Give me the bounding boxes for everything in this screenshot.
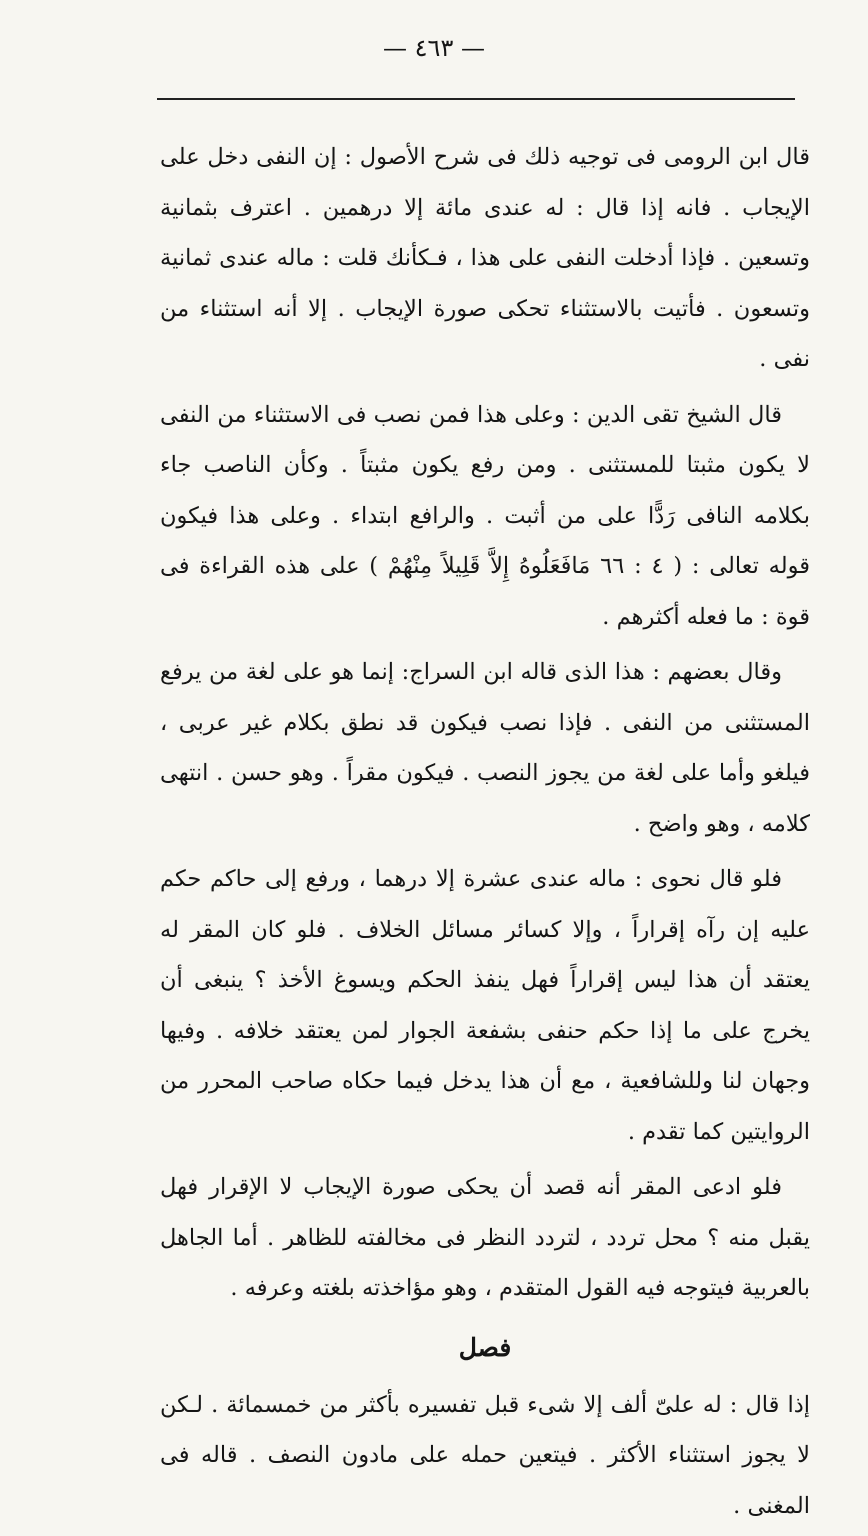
- page-number: — ٤٦٣ —: [383, 34, 485, 62]
- paragraph-taqi-al-din: قال الشيخ تقى الدين : وعلى هذا فمن نصب فى الاستثناء من النفى لا يكون مثبتا للمستثنى . ومن رفع يكون مثبتاً . وكأن الناصب جاء بكلامه النافى رَدًّا على من أثبت . والرافع ابتداء . وعلى هذا فيكون قوله تعالى : ( ٤ : ٦٦ مَافَعَلُوهُ إِلاَّ قَلِيلاً مِنْهُمْ ) على هذه القراءة فى قوة : ما فعله أكثرهم .: [160, 401, 810, 630]
- paragraph-ibn-al-rumi: قال ابن الرومى فى توجيه ذلك فى شرح الأصول : إن النفى دخل على الإيجاب . فانه إذا قال : له عندى مائة إلا درهمين . اعترف بثمانية وتسعين . فإذا أدخلت النفى على هذا ، فـكأنك قلت : ماله عندى ثمانية وتسعون . فأتيت بالاستثناء تحكى صورة الإيجاب . إلا أنه استثناء من نفى .: [160, 144, 810, 372]
- section-heading: فصل: [458, 1332, 512, 1362]
- paragraph-ibn-al-sarraj: وقال بعضهم : هذا الذى قاله ابن السراج: إنما هو على لغة من يرفع المستثنى من النفى . فإذا نصب فيكون قد نطق بكلام غير عربى ، فيلغو وأما على لغة من يجوز النصب . فيكون مقراً . وهو حسن . انتهى كلامه ، وهو واضح .: [160, 659, 810, 837]
- paragraph-section: إذا قال : له علىّ ألف إلا شىء قبل تفسيره بأكثر من خمسمائة . لـكن لا يجوز استثناء الأكثر . فيتعين حمله على مادون النصف . قاله فى المغنى .: [160, 1391, 810, 1519]
- header-rule: [157, 98, 795, 100]
- paragraph-claim: فلو ادعى المقر أنه قصد أن يحكى صورة الإيجاب لا الإقرار فهل يقبل منه ؟ محل تردد ، لتردد النظر فى مخالفته للظاهر . أما الجاهل بالعربية فيتوجه فيه القول المتقدم ، وهو مؤاخذته بلغته وعرفه .: [160, 1174, 810, 1301]
- paragraph-grammarian: فلو قال نحوى : ماله عندى عشرة إلا درهما ، ورفع إلى حاكم حكم عليه إن رآه إقراراً ، وإلا كسائر مسائل الخلاف . فلو كان المقر له يعتقد أن هذا ليس إقراراً فهل ينفذ الحكم ويسوغ الأخذ ؟ ينبغى أن يخرج على ما إذا حكم حنفى بشفعة الجوار لمن يعتقد خلافه . وفيها وجهان لنا وللشافعية ، مع أن هذا يدخل فيما حكاه صاحب المحرر من الروايتين كما تقدم .: [160, 866, 810, 1145]
- page-body: [160, 132, 810, 1536]
